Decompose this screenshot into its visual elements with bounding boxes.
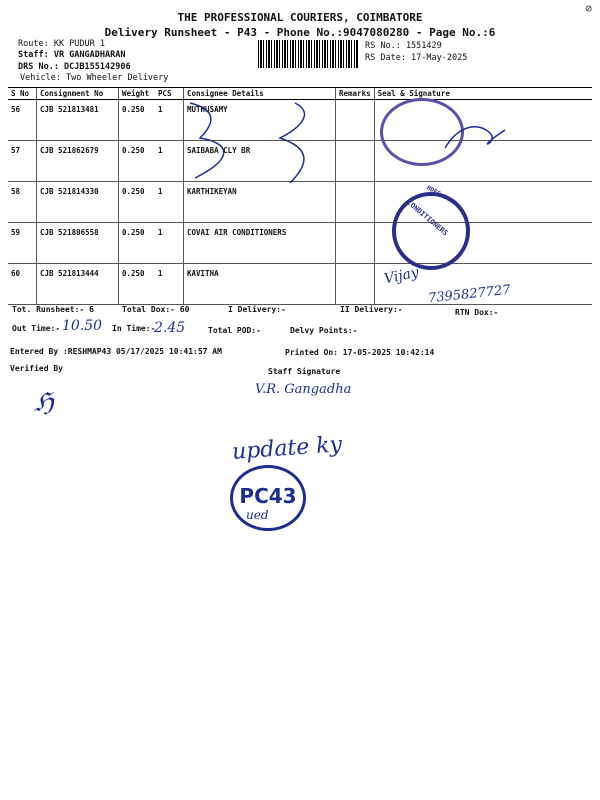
staff-signature: V.R. Gangadha (255, 382, 352, 397)
handwritten-signature-56 (440, 118, 510, 158)
pc43-stamp: PC43 (230, 465, 306, 531)
row-pcs: 1 (155, 182, 184, 223)
staff-signature-label: Staff Signature (268, 367, 341, 376)
col-pcs: PCS (155, 88, 184, 100)
rs-number: RS No.: 1551429 (365, 41, 442, 51)
out-time-value: 10.50 (62, 318, 103, 334)
verified-by-label: Verified By (10, 364, 63, 373)
row-pcs: 1 (155, 264, 184, 305)
row-sno: 60 (8, 264, 37, 305)
row-weight: 0.250 (119, 264, 156, 305)
row-remarks (336, 100, 375, 141)
barcode (258, 40, 358, 68)
drs-number: DRS No.: DCJB155142906 (18, 62, 131, 72)
in-time-label: In Time:- (112, 324, 156, 333)
row-consignee: SAIBABA CLY BR (184, 141, 336, 182)
col-remarks: Remarks (336, 88, 375, 100)
row-pcs: 1 (155, 223, 184, 264)
row-consignment: CJB 521862679 (37, 141, 119, 182)
row-pcs: 1 (155, 100, 184, 141)
handwritten-brace (180, 98, 320, 188)
verified-signature: ℌ (34, 388, 54, 418)
printed-on: Printed On: 17-05-2025 10:42:14 (285, 348, 435, 357)
row-remarks (336, 141, 375, 182)
in-time-value: 2.45 (154, 320, 186, 336)
updated-by-note: update ky (231, 432, 343, 465)
col-seal: Seal & Signature (374, 88, 592, 100)
row-sno: 57 (8, 141, 37, 182)
row-remarks (336, 182, 375, 223)
handwritten-phone: 7395827727 (427, 282, 512, 307)
row-consignee: MUTHUSAMY (184, 100, 336, 141)
row-consignee: KAVITHA (184, 264, 336, 305)
row-weight: 0.250 (119, 100, 156, 141)
row-remarks (336, 223, 375, 264)
company-title: THE PROFESSIONAL COURIERS, COIMBATORE (177, 11, 423, 24)
staff-text: Staff: VR GANGADHARAN (18, 50, 126, 60)
row-remarks (336, 264, 375, 305)
entered-by: Entered By :RESHMAP43 05/17/2025 10:41:57 AM (10, 347, 222, 356)
row-sno: 59 (8, 223, 37, 264)
col-consignee: Consignee Details (184, 88, 336, 100)
rtn-dox: RTN Dox:- (455, 308, 499, 317)
total-dox: Total Dox:- 60 (122, 305, 190, 314)
total-pod: Total POD:- (208, 326, 261, 335)
runsheet-title: Delivery Runsheet - P43 - Phone No.:9047080280 - Page No.:6 (104, 26, 496, 39)
vehicle-text: Vehicle: Two Wheeler Delivery (20, 73, 169, 83)
row-weight: 0.250 (119, 182, 156, 223)
corner-mark: ⊘ (585, 2, 592, 15)
total-runsheet: Tot. Runsheet:- 6 (12, 305, 94, 314)
seal-text-hdfc: HDFC BANK (425, 184, 458, 207)
row-pcs: 1 (155, 141, 184, 182)
ii-delivery: II Delivery:- (340, 305, 403, 314)
row-consignment: CJB 521806558 (37, 223, 119, 264)
row-consignee: KARTHIKEYAN (184, 182, 336, 223)
col-sno: S No (8, 88, 37, 100)
row-sno: 58 (8, 182, 37, 223)
row-consignment: CJB 521813444 (37, 264, 119, 305)
table-row (8, 223, 592, 264)
row-weight: 0.250 (119, 223, 156, 264)
row-sno: 56 (8, 100, 37, 141)
seal-text-conditioners: CONDITIONERS (405, 198, 450, 238)
stamp-initials: ued (246, 508, 269, 522)
col-weight: Weight (119, 88, 156, 100)
route-text: Route: KK PUDUR 1 (18, 39, 105, 49)
rs-date: RS Date: 17-May-2025 (365, 53, 468, 63)
row-consignment: CJB 521814330 (37, 182, 119, 223)
out-time-label: Out Time:- (12, 324, 61, 333)
company-seal-stamp (392, 192, 470, 270)
row-consignee: COVAI AIR CONDITIONERS (184, 223, 336, 264)
row-consignment: CJB 521813481 (37, 100, 119, 141)
i-delivery: I Delivery:- (228, 305, 286, 314)
handwritten-signature-60: Vijay (382, 264, 421, 288)
row-weight: 0.250 (119, 141, 156, 182)
col-consignment: Consignment No (37, 88, 119, 100)
delvy-points: Delvy Points:- (290, 326, 358, 335)
